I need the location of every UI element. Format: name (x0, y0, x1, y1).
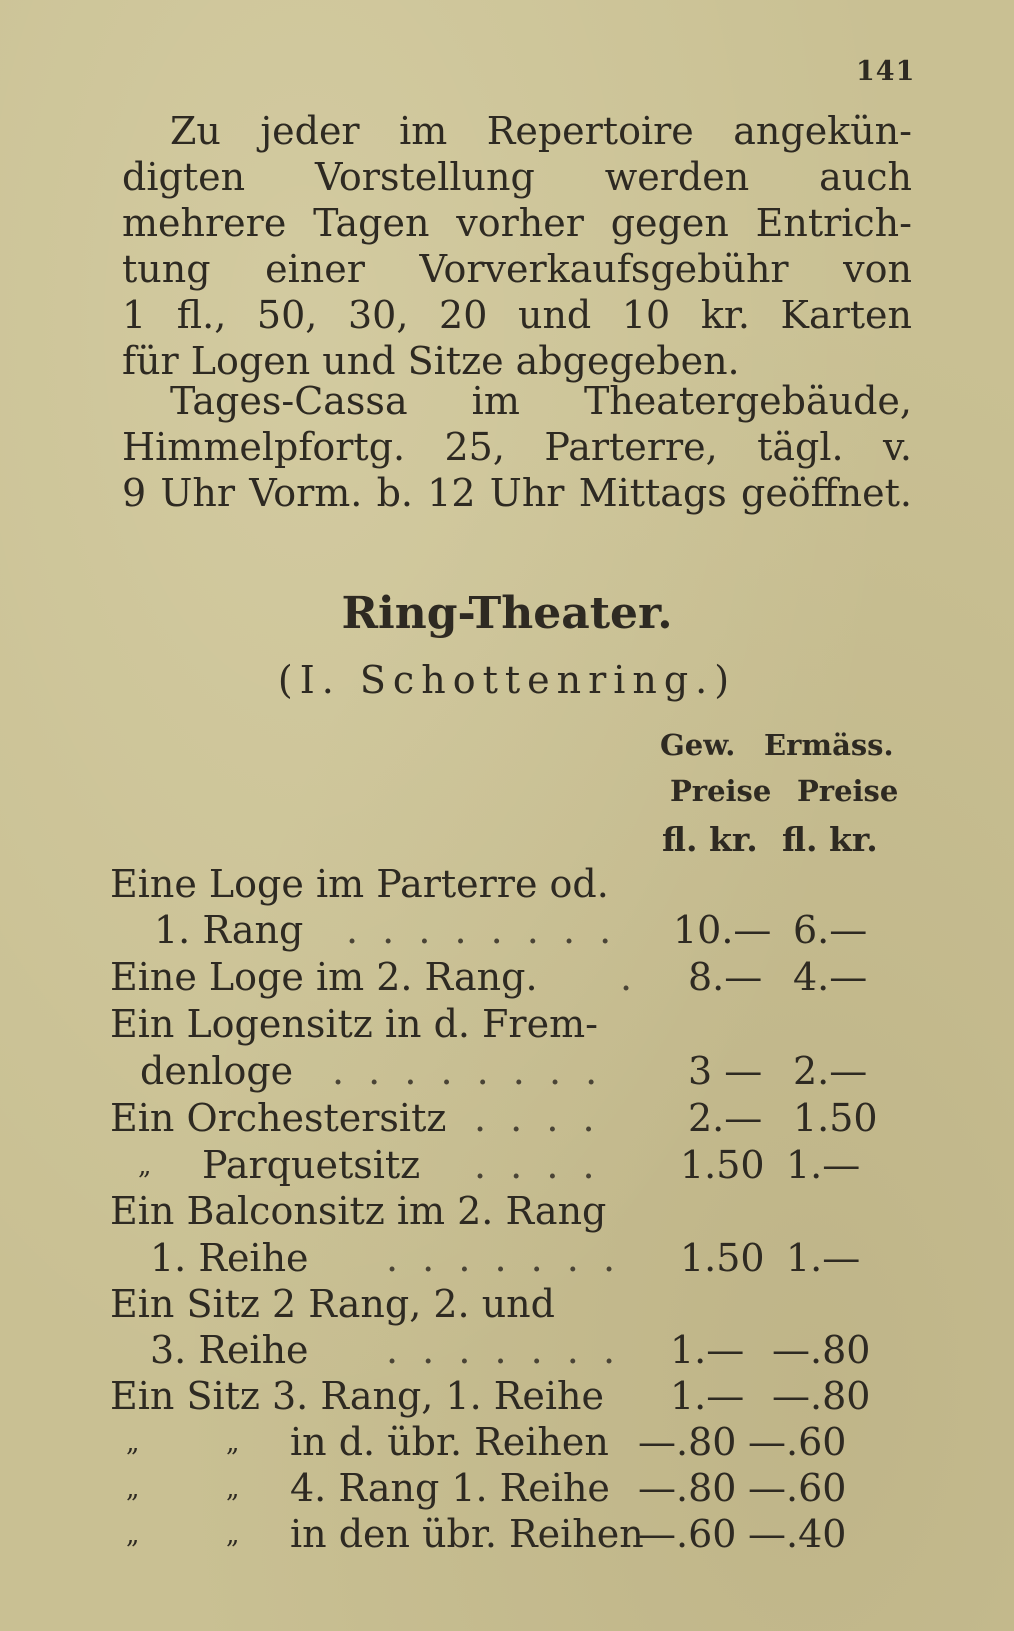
price-gew: 2.— (688, 1096, 763, 1140)
intro-line: 1 fl., 50, 30, 20 und 10 kr. Karten (122, 293, 912, 337)
price-row (110, 1236, 900, 1282)
price-ermaess: 4.— (793, 955, 868, 999)
theater-address: (I. Schottenring.) (277, 658, 737, 702)
intro-line: mehrere Tagen vorher gegen Entrich- (122, 201, 912, 245)
leader-dots: . . . . . . . (386, 1236, 622, 1280)
price-row (110, 1282, 900, 1328)
price-row (110, 1328, 900, 1374)
ditto-mark: „ (126, 1428, 140, 1458)
intro-line: für Logen und Sitze abgegeben. (122, 339, 740, 383)
row-label: in den übr. Reihen (290, 1512, 644, 1556)
ditto-mark: „ (138, 1151, 152, 1181)
ditto-mark: „ (226, 1520, 240, 1550)
row-label: Ein Balconsitz im 2. Rang (110, 1189, 607, 1233)
price-row (110, 862, 900, 908)
cassa-paragraph (122, 378, 912, 516)
ditto-mark: „ (226, 1474, 240, 1504)
ditto-mark: „ (126, 1474, 140, 1504)
price-ermaess: —.60 (748, 1420, 847, 1464)
row-label: Ein Orchestersitz (110, 1096, 447, 1140)
leader-dots: . . . . . . . . (332, 1049, 604, 1093)
cassa-line: 9 Uhr Vorm. b. 12 Uhr Mittags geöffnet. (122, 471, 912, 515)
page-number: 141 (856, 56, 916, 87)
price-gew: 1.— (670, 1374, 745, 1418)
price-ermaess: —.60 (748, 1466, 847, 1510)
price-row (110, 1466, 900, 1512)
price-ermaess: —.80 (772, 1328, 871, 1372)
row-label: Eine Loge im 2. Rang. (110, 955, 538, 999)
price-row (110, 1096, 900, 1142)
col-header-ermaess: Ermäss. (764, 728, 894, 762)
price-ermaess: 1.50 (793, 1096, 878, 1140)
price-gew: —.60 (638, 1512, 737, 1556)
row-label: in d. übr. Reihen (290, 1420, 609, 1464)
price-ermaess: 2.— (793, 1049, 868, 1093)
price-row (110, 1374, 900, 1420)
cassa-line: Himmelpfortg. 25, Parterre, tägl. v. (122, 425, 912, 469)
price-ermaess: —.40 (748, 1512, 847, 1556)
row-label: denloge (140, 1049, 294, 1093)
intro-line: digten Vorstellung werden auch (122, 155, 912, 199)
row-label: Parquetsitz (202, 1143, 421, 1187)
leader-dots: . . . . . . . . (346, 908, 618, 952)
price-row (110, 1189, 900, 1235)
theater-title: Ring-Theater. (341, 588, 673, 639)
price-gew: 1.50 (680, 1143, 765, 1187)
row-label: 3. Reihe (150, 1328, 309, 1372)
price-row (110, 1512, 900, 1558)
price-gew: 10.— (673, 908, 772, 952)
col-unit-ermaess: fl. kr. (782, 820, 878, 859)
price-row (110, 955, 900, 1001)
col-header-preise-2: Preise (797, 774, 899, 808)
leader-dots: . . . . (474, 1143, 601, 1187)
price-gew: 1.— (670, 1328, 745, 1372)
row-label: Ein Sitz 2 Rang, 2. und (110, 1282, 555, 1326)
price-gew: 1.50 (680, 1236, 765, 1280)
col-header-gew: Gew. (660, 728, 736, 762)
ditto-mark: „ (226, 1428, 240, 1458)
col-unit-gew: fl. kr. (662, 820, 758, 859)
price-ermaess: 1.— (786, 1143, 861, 1187)
price-gew: —.80 (638, 1420, 737, 1464)
price-row (110, 1143, 900, 1189)
ditto-mark: „ (126, 1520, 140, 1550)
col-header-preise-1: Preise (670, 774, 772, 808)
intro-line: tung einer Vorverkaufsgebühr von (122, 247, 912, 291)
cassa-line: Tages-Cassa im Theatergebäude, (170, 379, 912, 423)
price-gew: 3 — (688, 1049, 763, 1093)
price-row (110, 1420, 900, 1466)
leader-dots: . (620, 955, 639, 999)
leader-dots: . . . . (474, 1096, 601, 1140)
price-row (110, 1002, 900, 1048)
intro-line: Zu jeder im Repertoire angekün- (170, 109, 912, 153)
price-gew: —.80 (638, 1466, 737, 1510)
row-label: Ein Logensitz in d. Frem- (110, 1002, 598, 1046)
price-ermaess: 6.— (793, 908, 868, 952)
intro-paragraph (122, 108, 912, 384)
price-gew: 8.— (688, 955, 763, 999)
price-ermaess: 1.— (786, 1236, 861, 1280)
price-row (110, 1049, 900, 1095)
price-ermaess: —.80 (772, 1374, 871, 1418)
leader-dots: . . . . . . . (386, 1328, 622, 1372)
row-label: Eine Loge im Parterre od. (110, 862, 609, 906)
row-label: 4. Rang 1. Reihe (290, 1466, 610, 1510)
price-row (110, 908, 900, 954)
row-label: 1. Rang (154, 908, 304, 952)
row-label: 1. Reihe (150, 1236, 309, 1280)
row-label: Ein Sitz 3. Rang, 1. Reihe (110, 1374, 604, 1418)
